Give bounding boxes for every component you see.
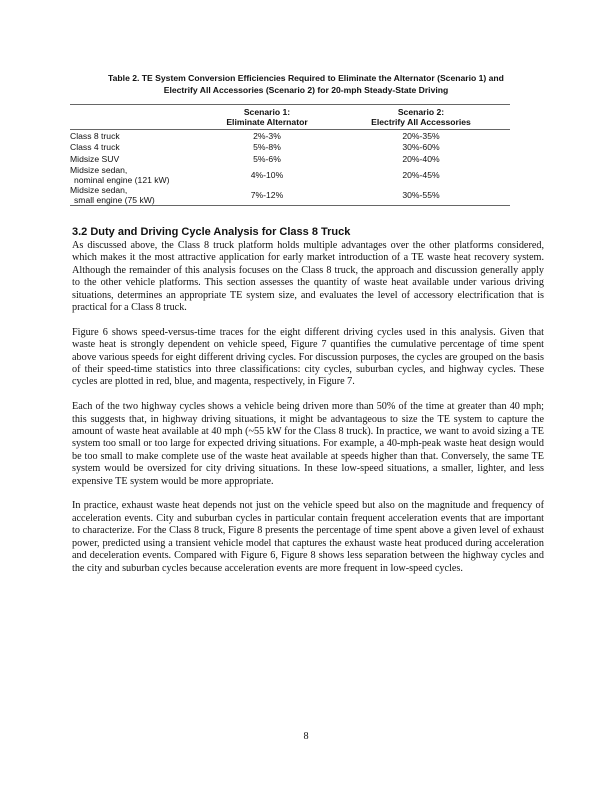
row-scenario-2: 20%-40% bbox=[402, 153, 440, 164]
row-scenario-1: 5%-6% bbox=[253, 153, 281, 164]
table-bottom-rule bbox=[70, 205, 510, 206]
header-scenario-2 bbox=[332, 107, 510, 127]
section-heading: 3.2 Duty and Driving Cycle Analysis for Class 8 Truck bbox=[72, 226, 351, 238]
header-scenario-1-subtitle: Eliminate Alternator bbox=[226, 117, 308, 127]
table-row bbox=[70, 185, 510, 205]
paragraph-2: Figure 6 shows speed-versus-time traces for the eight different driving cycles used in this analysis. Given that waste heat is strongly dependent on vehicle speed, Figure 7 quantifies the cumulative percentage of time spent above various speeds for eight different driving cycles. For discussion purposes, the cycles are grouped on the basis of their speed-time statistics into three classifications: city cycles, suburban cycles, and highway cycles. These cycles are plotted in red, blue, and magenta, respectively, in Figure 7. bbox=[72, 326, 544, 388]
table-row bbox=[70, 165, 510, 185]
row-label-main: Midsize sedan, bbox=[70, 164, 128, 175]
row-scenario-1: 2%-3% bbox=[253, 130, 281, 141]
row-label: Class 8 truck bbox=[70, 130, 120, 141]
paragraph-4: In practice, exhaust waste heat depends not just on the vehicle speed but also on the magnitude and frequency of acceleration events. City and suburban cycles in particular contain frequent acceleration events that are important to characterize. For the Class 8 truck, Figure 8 presents the percentage of time spent above a given level of exhaust power, predicted using a transient vehicle model that captures the exhaust waste heat produced during acceleration and deceleration events. Compared with Figure 6, Figure 8 shows less separation between the highway cycles and the city and suburban cycles because acceleration events are more frequent in low-speed cycles. bbox=[72, 500, 544, 574]
row-label bbox=[70, 185, 202, 205]
row-label-sub: small engine (75 kW) bbox=[74, 194, 155, 205]
section-body bbox=[72, 240, 544, 587]
row-scenario-2: 30%-55% bbox=[402, 189, 440, 200]
paragraph-3: Each of the two highway cycles shows a vehicle being driven more than 50% of the time at greater than 40 mph; this suggests that, in highway driving situations, it might be advantageous to size the TE system to capture the amount of waste heat available at 40 mph (~55 kW for the Class 8 truck). In practice, we want to avoid sizing a TE system too small or too large for expected driving situations. For example, a 40-mph-peak waste heat design would be too small to make complete use of the waste heat available at speeds higher than that. Conversely, the same TE system would be oversized for city driving situations. In these low-speed situations, a smaller, lighter, and less expensive TE system would be more appropriate. bbox=[72, 401, 544, 487]
table-caption-line2: Electrify All Accessories (Scenario 2) for 20-mph Steady-State Driving bbox=[163, 85, 449, 95]
table-caption bbox=[70, 72, 542, 96]
row-scenario-1: 7%-12% bbox=[250, 189, 284, 200]
table-caption-line1: Table 2. TE System Conversion Efficiencies Required to Eliminate the Alternator (Scenario 1) and bbox=[108, 73, 504, 83]
page-number: 8 bbox=[303, 731, 309, 742]
row-scenario-1: 5%-8% bbox=[253, 142, 281, 153]
table-header-row bbox=[70, 105, 510, 129]
table-row bbox=[70, 142, 510, 154]
header-scenario-2-subtitle: Electrify All Accessories bbox=[371, 117, 471, 127]
table-row bbox=[70, 130, 510, 142]
efficiency-table bbox=[70, 104, 510, 206]
row-label: Class 4 truck bbox=[70, 142, 120, 153]
row-scenario-1: 4%-10% bbox=[250, 169, 284, 180]
row-label-sub: nominal engine (121 kW) bbox=[74, 174, 170, 185]
table-row bbox=[70, 153, 510, 165]
header-scenario-1-title: Scenario 1: bbox=[243, 107, 291, 117]
row-label: Midsize SUV bbox=[70, 153, 120, 164]
header-scenario-2-title: Scenario 2: bbox=[397, 107, 445, 117]
row-label-main: Midsize sedan, bbox=[70, 184, 128, 195]
row-scenario-2: 20%-35% bbox=[402, 130, 440, 141]
row-label bbox=[70, 165, 202, 185]
row-scenario-2: 20%-45% bbox=[402, 169, 440, 180]
header-scenario-1 bbox=[202, 107, 332, 127]
paragraph-1: As discussed above, the Class 8 truck platform holds multiple advantages over the other platforms considered, which makes it the most attractive application for early market introduction of a TE waste heat recovery system. Although the remainder of this analysis focuses on the Class 8 truck, the approach and discussion generally apply to the other vehicle platforms. This section assesses the quantity of waste heat available under various driving situations, determines an appropriate TE system size, and evaluates the level of accessory electrification that is practical for a Class 8 truck. bbox=[72, 240, 544, 314]
row-scenario-2: 30%-60% bbox=[402, 142, 440, 153]
